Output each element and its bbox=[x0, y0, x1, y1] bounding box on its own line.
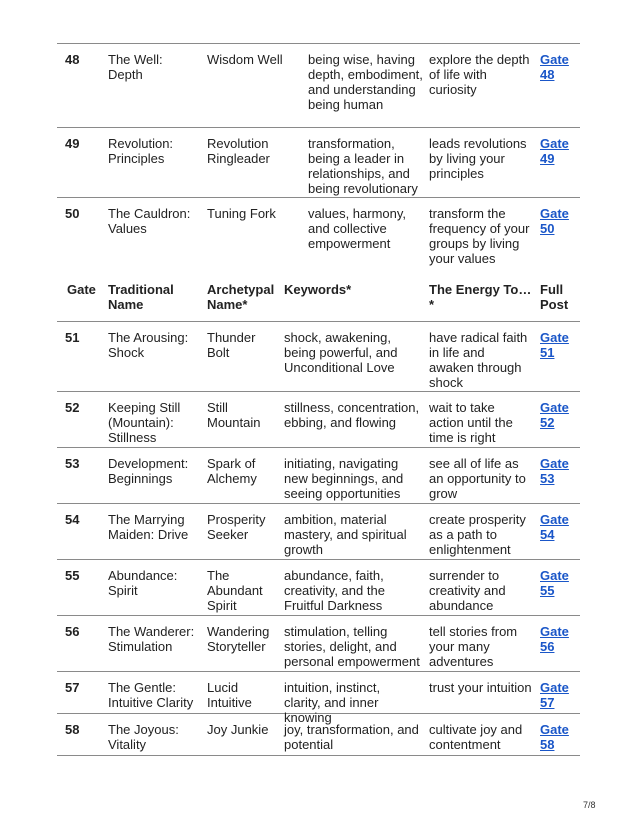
energy-to: trust your intuition bbox=[429, 680, 532, 695]
keywords: values, harmony, and collective empowerment bbox=[308, 206, 407, 251]
gate-number: 57 bbox=[65, 680, 80, 695]
table-row bbox=[57, 44, 580, 128]
archetypal-name: Revolution Ringleader bbox=[207, 136, 270, 166]
energy-to: see all of life as an opportunity to grow bbox=[429, 456, 526, 501]
energy-to: leads revolutions by living your principles bbox=[429, 136, 527, 181]
table-row bbox=[57, 714, 580, 756]
traditional-name: The Wanderer: Stimulation bbox=[108, 624, 195, 654]
archetypal-name: Joy Junkie bbox=[207, 722, 269, 737]
traditional-name: Development: Beginnings bbox=[108, 456, 189, 486]
energy-to: create prosperity as a path to enlightenment bbox=[429, 512, 526, 557]
keywords: stimulation, telling stories, delight, and personal empowerment bbox=[284, 624, 420, 669]
table-row bbox=[57, 448, 580, 504]
gate-number: 52 bbox=[65, 400, 80, 415]
table-row bbox=[57, 560, 580, 616]
archetypal-name: Tuning Fork bbox=[207, 206, 276, 221]
energy-to: tell stories from your many adventures bbox=[429, 624, 518, 669]
archetypal-name: Wisdom Well bbox=[207, 52, 283, 67]
traditional-name: The Gentle: Intuitive Clarity bbox=[108, 680, 194, 710]
header-energy-to: The Energy To… * bbox=[429, 282, 532, 312]
gate-number: 55 bbox=[65, 568, 80, 583]
keywords: intuition, instinct, clarity, and inner knowing bbox=[284, 680, 381, 725]
header-traditional-name: Traditional Name bbox=[108, 282, 174, 312]
table-row bbox=[57, 392, 580, 448]
energy-to: transform the frequency of your groups by living your values bbox=[429, 206, 530, 266]
table-row bbox=[57, 616, 580, 672]
traditional-name: Keeping Still (Mountain): Stillness bbox=[108, 400, 181, 445]
gate-number: 53 bbox=[65, 456, 80, 471]
traditional-name: Abundance: Spirit bbox=[108, 568, 178, 598]
energy-to: explore the depth of life with curiosity bbox=[429, 52, 530, 97]
energy-to: wait to take action until the time is right bbox=[429, 400, 513, 445]
archetypal-name: Wandering Storyteller bbox=[207, 624, 270, 654]
keywords: transformation, being a leader in relationships, and being revolutionary bbox=[308, 136, 418, 196]
full-post-link[interactable]: Gate 51 bbox=[540, 330, 569, 360]
gate-number: 56 bbox=[65, 624, 80, 639]
gate-number: 54 bbox=[65, 512, 80, 527]
table-row bbox=[57, 672, 580, 725]
gate-number: 49 bbox=[65, 136, 80, 151]
energy-to: have radical faith in life and awaken through shock bbox=[429, 330, 528, 390]
table-header-row bbox=[57, 274, 580, 322]
full-post-link[interactable]: Gate 58 bbox=[540, 722, 569, 752]
archetypal-name: Thunder Bolt bbox=[207, 330, 256, 360]
header-gate: Gate bbox=[67, 282, 96, 297]
archetypal-name: Lucid Intuitive bbox=[207, 680, 252, 710]
table-row bbox=[57, 322, 580, 392]
gates-table bbox=[57, 43, 580, 756]
full-post-link[interactable]: Gate 56 bbox=[540, 624, 569, 654]
keywords: being wise, having depth, embodiment, and understanding being human bbox=[308, 52, 423, 112]
keywords: stillness, concentration, ebbing, and flowing bbox=[284, 400, 420, 430]
keywords: shock, awakening, being powerful, and Unconditional Love bbox=[284, 330, 398, 375]
traditional-name: The Cauldron: Values bbox=[108, 206, 191, 236]
keywords: initiating, navigating new beginnings, and seeing opportunities bbox=[284, 456, 404, 501]
gate-number: 50 bbox=[65, 206, 80, 221]
archetypal-name: The Abundant Spirit bbox=[207, 568, 263, 613]
full-post-link[interactable]: Gate 57 bbox=[540, 680, 569, 710]
keywords: joy, transformation, and potential bbox=[284, 722, 419, 752]
energy-to: cultivate joy and contentment bbox=[429, 722, 523, 752]
traditional-name: The Well: Depth bbox=[108, 52, 163, 82]
table-row bbox=[57, 504, 580, 560]
keywords: abundance, faith, creativity, and the Fruitful Darkness bbox=[284, 568, 385, 613]
full-post-link[interactable]: Gate 53 bbox=[540, 456, 569, 486]
table-row bbox=[57, 198, 580, 274]
traditional-name: The Marrying Maiden: Drive bbox=[108, 512, 189, 542]
table-row bbox=[57, 128, 580, 198]
full-post-link[interactable]: Gate 48 bbox=[540, 52, 569, 82]
header-full-post: Full Post bbox=[540, 282, 569, 312]
traditional-name: The Arousing: Shock bbox=[108, 330, 189, 360]
energy-to: surrender to creativity and abundance bbox=[429, 568, 506, 613]
page-number: 7/8 bbox=[583, 800, 596, 810]
archetypal-name: Prosperity Seeker bbox=[207, 512, 266, 542]
full-post-link[interactable]: Gate 54 bbox=[540, 512, 569, 542]
header-archetypal-name: Archetypal Name* bbox=[207, 282, 275, 312]
keywords: ambition, material mastery, and spiritual growth bbox=[284, 512, 407, 557]
full-post-link[interactable]: Gate 55 bbox=[540, 568, 569, 598]
gate-number: 48 bbox=[65, 52, 80, 67]
traditional-name: The Joyous: Vitality bbox=[108, 722, 179, 752]
gate-number: 51 bbox=[65, 330, 80, 345]
full-post-link[interactable]: Gate 49 bbox=[540, 136, 569, 166]
header-keywords: Keywords* bbox=[284, 282, 352, 297]
gate-number: 58 bbox=[65, 722, 80, 737]
full-post-link[interactable]: Gate 52 bbox=[540, 400, 569, 430]
archetypal-name: Still Mountain bbox=[207, 400, 261, 430]
archetypal-name: Spark of Alchemy bbox=[207, 456, 257, 486]
full-post-link[interactable]: Gate 50 bbox=[540, 206, 569, 236]
traditional-name: Revolution: Principles bbox=[108, 136, 174, 166]
